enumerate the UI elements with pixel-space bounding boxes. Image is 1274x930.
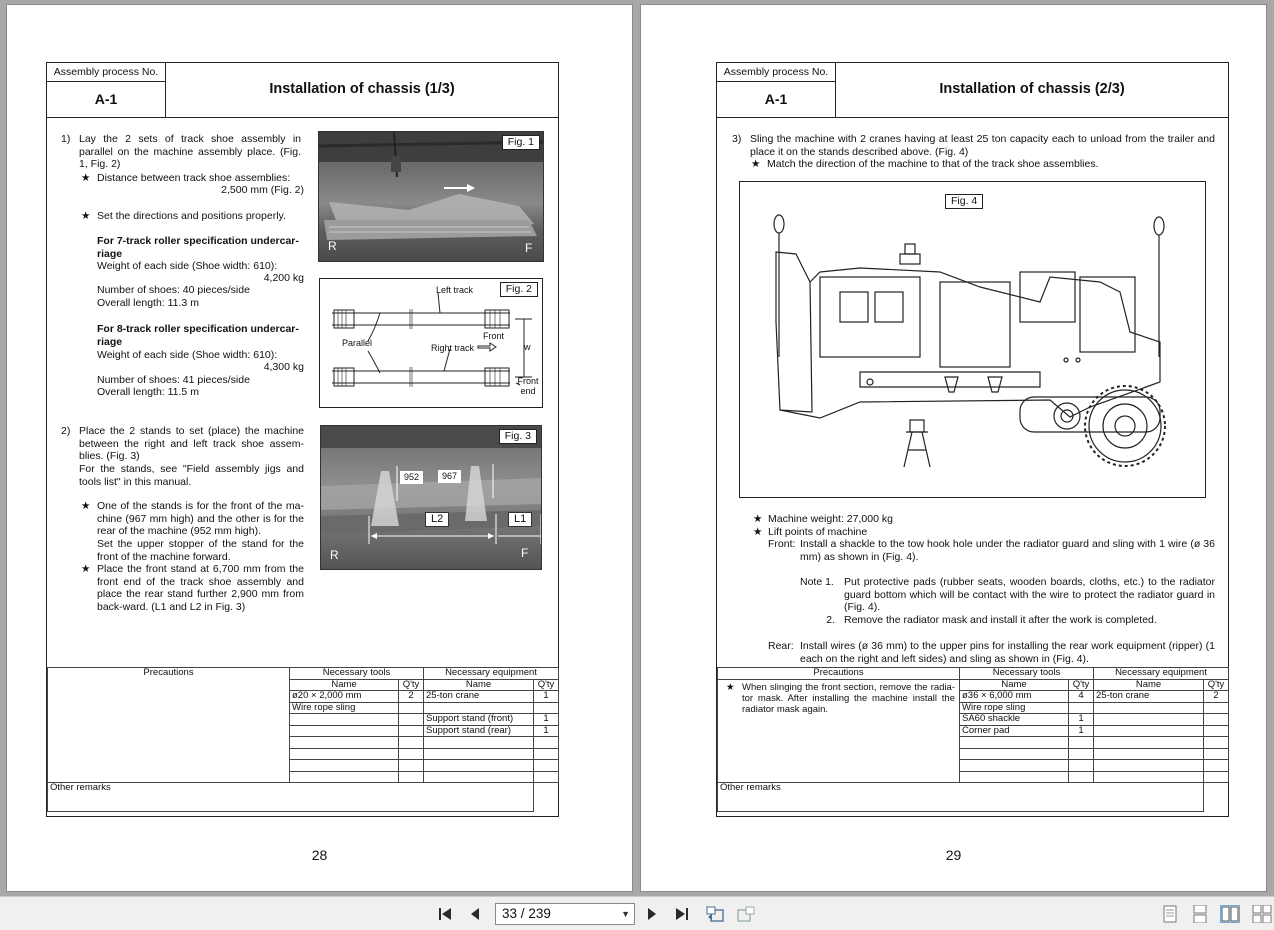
note-1-text: Put protective pads (rubber seats, wooden boards, cloths, etc.) to the radiator guard bottom which will be contact with the wire to protect the radiator guard in (Fig. 4). xyxy=(844,576,1215,614)
step-number: 2) xyxy=(61,425,71,437)
equipment-qty xyxy=(534,760,559,772)
tool-name xyxy=(290,748,399,760)
page-number-selector[interactable] xyxy=(495,903,635,925)
fig1-rear-mark: R xyxy=(328,239,337,253)
tool-qty xyxy=(399,748,424,760)
equipment-name: 25-ton crane xyxy=(1094,691,1204,703)
page-number: 28 xyxy=(311,847,328,863)
tool-name xyxy=(960,748,1069,760)
tool-name-header: Name xyxy=(960,679,1069,691)
equipment-qty xyxy=(1204,760,1229,772)
page-number: 29 xyxy=(945,847,962,863)
tools-header: Necessary tools xyxy=(290,668,424,680)
fig4-label: Fig. 4 xyxy=(945,194,983,209)
tool-qty xyxy=(399,714,424,726)
equipment-qty xyxy=(534,748,559,760)
spec-weight: Weight of each side (Shoe width: 610): xyxy=(97,260,278,272)
tool-qty xyxy=(1069,748,1094,760)
fig4-machine-drawing xyxy=(739,181,1206,498)
step-bullet-text: Set the upper stopper of the stand for the front of the machine forward. xyxy=(97,538,304,563)
fig3-l1-label: L1 xyxy=(508,512,532,527)
tool-name: ø36 × 6,000 mm xyxy=(960,691,1069,703)
page-title: Installation of chassis (2/3) xyxy=(939,81,1125,97)
star-bullet-icon: ★ xyxy=(753,513,763,525)
equipment-qty: 1 xyxy=(534,725,559,737)
front-lift-text: Install a shackle to the tow hook hole under the radiator guard and sling with 1 wire (ø 36 mm) as shown in (Fig. 4). xyxy=(800,538,1215,563)
equipment-header: Necessary equipment xyxy=(424,668,559,680)
fig1-label: Fig. 1 xyxy=(502,135,540,150)
other-remarks: Other remarks xyxy=(48,783,534,812)
note-2-label: 2. xyxy=(826,614,835,626)
lift-points-title: Lift points of machine xyxy=(768,526,868,538)
step-bullet-text: Match the direction of the machine to that of the track shoe assemblies. xyxy=(767,158,1099,170)
tool-qty xyxy=(399,702,424,714)
precautions-header: Precautions xyxy=(143,667,194,678)
assembly-sheet-frame xyxy=(46,62,559,817)
equipment-name xyxy=(424,771,534,783)
requirements-table xyxy=(47,667,559,812)
tool-name xyxy=(290,760,399,772)
chevron-down-icon[interactable]: ▼ xyxy=(621,909,630,919)
fig3-label: Fig. 3 xyxy=(499,429,537,444)
equipment-name xyxy=(1094,760,1204,772)
step-number: 1) xyxy=(61,133,71,145)
viewer-toolbar xyxy=(0,896,1274,930)
equipment-name xyxy=(1094,725,1204,737)
tool-qty xyxy=(1069,771,1094,783)
tool-qty-header: Q'ty xyxy=(399,679,424,691)
first-page-icon[interactable] xyxy=(433,903,457,925)
tool-name: Corner pad xyxy=(960,725,1069,737)
page-separator: / xyxy=(520,906,525,921)
tool-name xyxy=(290,737,399,749)
star-bullet-icon: ★ xyxy=(81,563,91,575)
equipment-qty xyxy=(534,737,559,749)
tool-qty-header: Q'ty xyxy=(1069,679,1094,691)
fig3-rear-height-label: 952 xyxy=(400,471,423,484)
star-bullet-icon: ★ xyxy=(726,681,735,693)
tool-qty xyxy=(399,725,424,737)
equipment-name xyxy=(1094,737,1204,749)
equipment-qty xyxy=(1204,771,1229,783)
step-number: 3) xyxy=(732,133,742,145)
equipment-name: Support stand (front) xyxy=(424,714,534,726)
equipment-name xyxy=(1094,702,1204,714)
fig1-photo xyxy=(318,131,544,262)
star-bullet-icon: ★ xyxy=(81,172,91,184)
step-text: Sling the machine with 2 cranes having at least 25 ton capacity each to unload from the trailer and place it on the stands described above. (Fig. 4) xyxy=(750,133,1215,158)
tool-name: SA60 shackle xyxy=(960,714,1069,726)
step-bullet-value: 2,500 mm (Fig. 2) xyxy=(221,184,304,196)
tool-name xyxy=(290,714,399,726)
machine-weight: Machine weight: 27,000 kg xyxy=(768,513,893,525)
tool-qty xyxy=(1069,702,1094,714)
sheet-header xyxy=(47,63,558,118)
rear-label: Rear: xyxy=(768,640,794,652)
tool-name xyxy=(290,725,399,737)
fig3-photo xyxy=(320,425,542,570)
tools-header: Necessary tools xyxy=(960,668,1094,680)
equipment-qty xyxy=(1204,737,1229,749)
requirements-table xyxy=(717,667,1229,812)
equipment-name xyxy=(424,748,534,760)
spec-weight-value: 4,300 kg xyxy=(263,361,304,373)
equipment-qty-header: Q'ty xyxy=(534,679,559,691)
spec-title: For 8-track roller specification undercar-riage xyxy=(97,323,299,348)
fig2-left-track-label: Left track xyxy=(436,285,474,295)
star-bullet-icon: ★ xyxy=(753,526,763,538)
fig2-right-track-label: Right track xyxy=(431,343,475,353)
document-page-28 xyxy=(6,4,633,892)
assembly-process-label: Assembly process No. xyxy=(717,63,836,82)
star-bullet-icon: ★ xyxy=(751,158,761,170)
fig3-l2-label: L2 xyxy=(425,512,449,527)
rear-lift-text: Install wires (ø 36 mm) to the upper pins for installing the rear work equipment (ripper) (1 each on the right and left sides) and sling as shown in (Fig. 4). xyxy=(800,640,1215,665)
fig2-label: Fig. 2 xyxy=(500,282,538,297)
tool-qty xyxy=(399,737,424,749)
assembly-sheet-frame xyxy=(716,62,1229,817)
equipment-qty xyxy=(1204,725,1229,737)
tool-name xyxy=(960,760,1069,772)
fig3-front-mark: F xyxy=(521,546,529,560)
fig2-front-end-label: Front end xyxy=(517,376,539,396)
assembly-process-number: A-1 xyxy=(717,82,836,117)
note-label: Note 1. xyxy=(800,576,834,588)
star-bullet-icon: ★ xyxy=(81,500,91,512)
total-pages: 239 xyxy=(528,906,551,921)
spec-weight-value: 4,200 kg xyxy=(263,272,304,284)
tool-qty: 1 xyxy=(1069,725,1094,737)
step-bullet-text: Distance between track shoe assemblies: xyxy=(97,172,291,184)
page-title: Installation of chassis (1/3) xyxy=(269,81,455,97)
equipment-name: Support stand (rear) xyxy=(424,725,534,737)
tool-qty: 1 xyxy=(1069,714,1094,726)
tool-name xyxy=(960,771,1069,783)
step-bullet-text: Place the front stand at 6,700 mm from the front end of the track shoe assembly and place the rear stand further 2,900 mm from back-ward. (L1 and L2 in Fig. 3) xyxy=(97,563,304,613)
tool-name xyxy=(960,737,1069,749)
spec-title: For 7-track roller specification undercar-riage xyxy=(97,235,299,260)
tool-qty: 4 xyxy=(1069,691,1094,703)
equipment-qty xyxy=(534,771,559,783)
tool-qty xyxy=(1069,737,1094,749)
continuous-facing-view-icon[interactable] xyxy=(1252,905,1272,923)
equipment-qty xyxy=(534,702,559,714)
fig1-front-mark: F xyxy=(525,241,533,255)
tool-name: Wire rope sling xyxy=(960,702,1069,714)
fig2-width-label: w xyxy=(524,342,531,352)
document-page-29 xyxy=(640,4,1267,892)
equipment-qty xyxy=(1204,702,1229,714)
sheet-header xyxy=(717,63,1228,118)
star-bullet-icon: ★ xyxy=(81,210,91,222)
step-text: Place the 2 stands to set (place) the machine between the right and left track shoe assem-blies. (Fig. 3) xyxy=(79,425,304,463)
tool-qty: 2 xyxy=(399,691,424,703)
fig3-front-height-label: 967 xyxy=(438,470,461,483)
tool-name: Wire rope sling xyxy=(290,702,399,714)
step-bullet-text: One of the stands is for the front of the ma-chine (967 mm high) and the other is for the rear of the machine (952 mm high). xyxy=(97,500,304,538)
equipment-name-header: Name xyxy=(424,679,534,691)
continuous-view-icon[interactable] xyxy=(1190,905,1210,923)
previous-page-icon[interactable] xyxy=(463,903,487,925)
equipment-name xyxy=(1094,748,1204,760)
equipment-name xyxy=(424,737,534,749)
assembly-process-number: A-1 xyxy=(47,82,166,117)
assembly-process-label: Assembly process No. xyxy=(47,63,166,82)
tool-qty xyxy=(1069,760,1094,772)
current-page-number: 33 xyxy=(502,906,518,921)
equipment-name xyxy=(1094,771,1204,783)
precaution-text: When slinging the front section, remove the radia-tor mask. After installing the machine install the radiator mask again. xyxy=(742,681,955,715)
next-page-icon[interactable] xyxy=(640,903,664,925)
spec-shoes: Number of shoes: 40 pieces/side xyxy=(97,284,250,296)
last-page-icon[interactable] xyxy=(670,903,694,925)
equipment-qty: 1 xyxy=(534,714,559,726)
precautions-header: Precautions xyxy=(718,668,959,680)
fig2-front-label: Front xyxy=(483,331,505,341)
equipment-qty: 2 xyxy=(1204,691,1229,703)
note-2-text: Remove the radiator mask and install it after the work is completed. xyxy=(844,614,1157,626)
fig2-parallel-label: Parallel xyxy=(342,338,373,348)
tool-qty xyxy=(399,771,424,783)
precaution-item xyxy=(720,680,957,715)
spec-weight: Weight of each side (Shoe width: 610): xyxy=(97,349,278,361)
tool-name-header: Name xyxy=(290,679,399,691)
front-label: Front: xyxy=(768,538,796,550)
step-text: Lay the 2 sets of track shoe assembly in parallel on the machine assembly place. (Fig. 1, Fig. 2) xyxy=(79,133,301,171)
equipment-header: Necessary equipment xyxy=(1094,668,1229,680)
go-back-view-icon[interactable] xyxy=(703,903,727,925)
equipment-qty xyxy=(1204,714,1229,726)
equipment-name xyxy=(424,702,534,714)
spec-length: Overall length: 11.3 m xyxy=(97,297,199,309)
equipment-name: 25-ton crane xyxy=(424,691,534,703)
spec-length: Overall length: 11.5 m xyxy=(97,386,199,398)
other-remarks: Other remarks xyxy=(718,783,1204,812)
precautions-cell xyxy=(718,668,960,783)
single-page-view-icon[interactable] xyxy=(1160,905,1180,923)
facing-view-icon[interactable] xyxy=(1220,905,1240,923)
track-assembly-photo-illustration xyxy=(319,132,544,262)
step-text-reference: For the stands, see "Field assembly jigs and tools list" in this manual. xyxy=(79,463,304,488)
tool-qty xyxy=(399,760,424,772)
equipment-name-header: Name xyxy=(1094,679,1204,691)
equipment-name xyxy=(1094,714,1204,726)
equipment-qty-header: Q'ty xyxy=(1204,679,1229,691)
tool-name: ø20 × 2,000 mm xyxy=(290,691,399,703)
fig3-rear-mark: R xyxy=(330,548,339,562)
machine-side-view-drawing xyxy=(740,182,1205,497)
precautions-cell xyxy=(48,668,290,783)
tool-name xyxy=(290,771,399,783)
equipment-qty: 1 xyxy=(534,691,559,703)
equipment-qty xyxy=(1204,748,1229,760)
equipment-name xyxy=(424,760,534,772)
stand-placement-photo-illustration xyxy=(321,426,542,570)
go-forward-view-icon[interactable] xyxy=(734,903,758,925)
fig2-diagram xyxy=(319,278,543,408)
spec-shoes: Number of shoes: 41 pieces/side xyxy=(97,374,250,386)
step-bullet-text: Set the directions and positions properly. xyxy=(97,210,286,222)
